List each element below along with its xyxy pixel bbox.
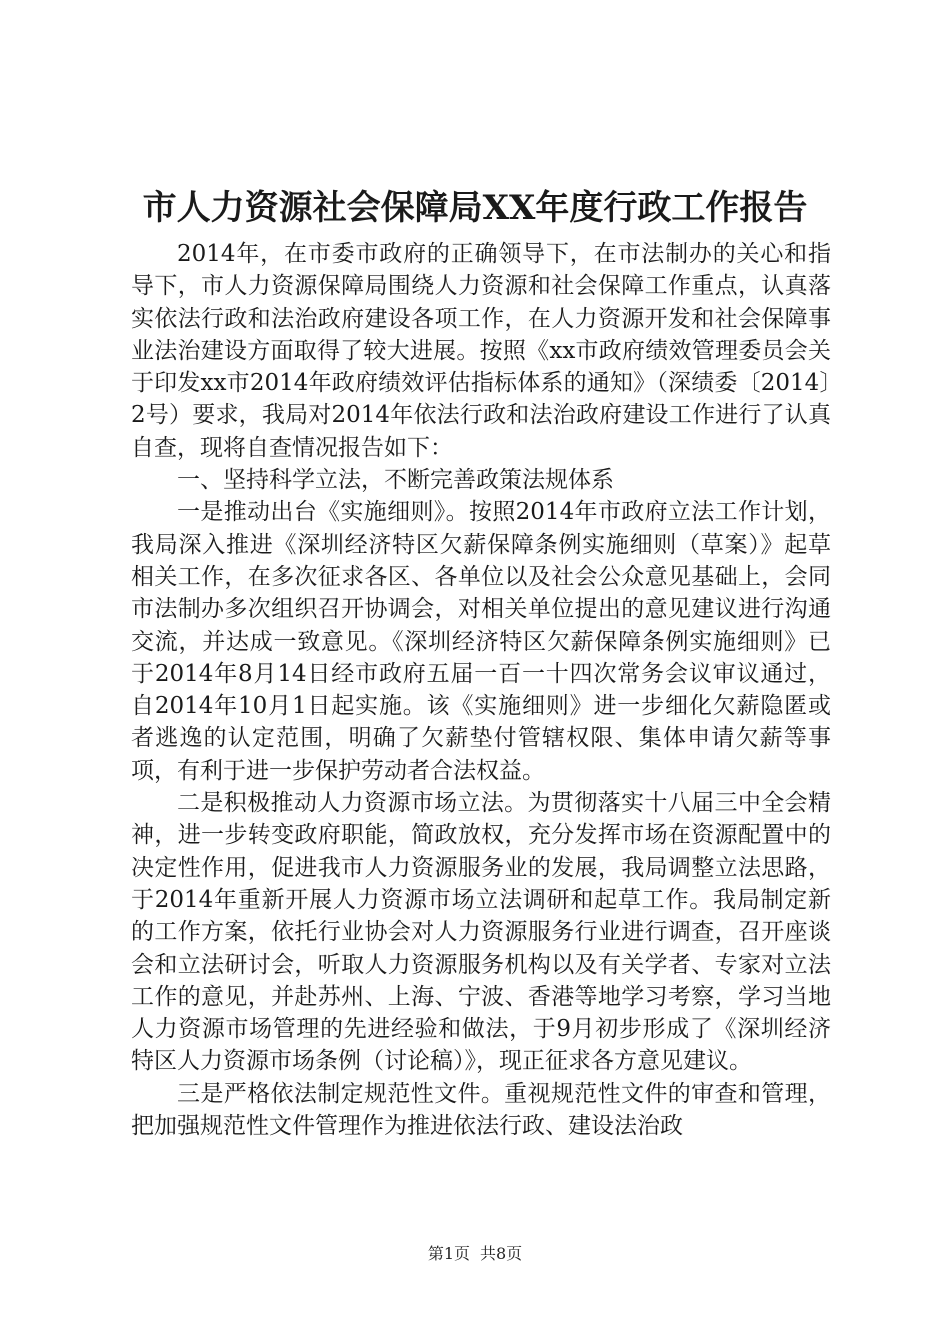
page-number: 第1页: [427, 1244, 470, 1263]
document-title: 市人力资源社会保障局XX年度行政工作报告: [142, 188, 808, 228]
section-heading-1: 一、坚持科学立法，不断完善政策法规体系: [177, 467, 614, 494]
paragraph-item-3: 三是严格依法制定规范性文件。重视规范性文件的审查和管理，把加强规范性文件管理作为推进依法行政、建设法治政: [131, 1080, 831, 1140]
page-footer: [0, 1244, 950, 1264]
paragraph-item-2: 二是积极推动人力资源市场立法。为贯彻落实十八届三中全会精神，进一步转变政府职能，简政放权，充分发挥市场在资源配置中的决定性作用，促进我市人力资源服务业的发展，我局调整立法思路，于2014年重新开展人力资源市场立法调研和起草工作。我局制定新的工作方案，依托行业协会对人力资源服务行业进行调查，召开座谈会和立法研讨会，听取人力资源服务机构以及有关学者、专家对立法工作的意见，并赴苏州、上海、宁波、香港等地学习考察，学习当地人力资源市场管理的先进经验和做法，于9月初步形成了《深圳经济特区人力资源市场条例（讨论稿）》，现正征求各方意见建议。: [131, 790, 831, 1075]
document-body: [131, 238, 831, 1142]
page-total: 共8页: [480, 1244, 523, 1263]
paragraph-item-1: 一是推动出台《实施细则》。按照2014年市政府立法工作计划，我局深入推进《深圳经济特区欠薪保障条例实施细则（草案）》起草相关工作，在多次征求各区、各单位以及社会公众意见基础上，会同市法制办多次组织召开协调会，对相关单位提出的意见建议进行沟通交流，并达成一致意见。《深圳经济特区欠薪保障条例实施细则》已于2014年8月14日经市政府五届一百一十四次常务会议审议通过，自2014年10月1日起实施。该《实施细则》进一步细化欠薪隐匿或者逃逸的认定范围，明确了欠薪垫付管辖权限、集体申请欠薪等事项，有利于进一步保护劳动者合法权益。: [131, 499, 831, 784]
paragraph-intro: 2014年，在市委市政府的正确领导下，在市法制办的关心和指导下，市人力资源保障局围绕人力资源和社会保障工作重点，认真落实依法行政和法治政府建设各项工作，在人力资源开发和社会保障事业法治建设方面取得了较大进展。按照《xx市政府绩效管理委员会关于印发xx市2014年政府绩效评估指标体系的通知》（深绩委〔2014〕2号）要求，我局对2014年依法行政和法治政府建设工作进行了认真自查，现将自查情况报告如下：: [131, 241, 831, 461]
